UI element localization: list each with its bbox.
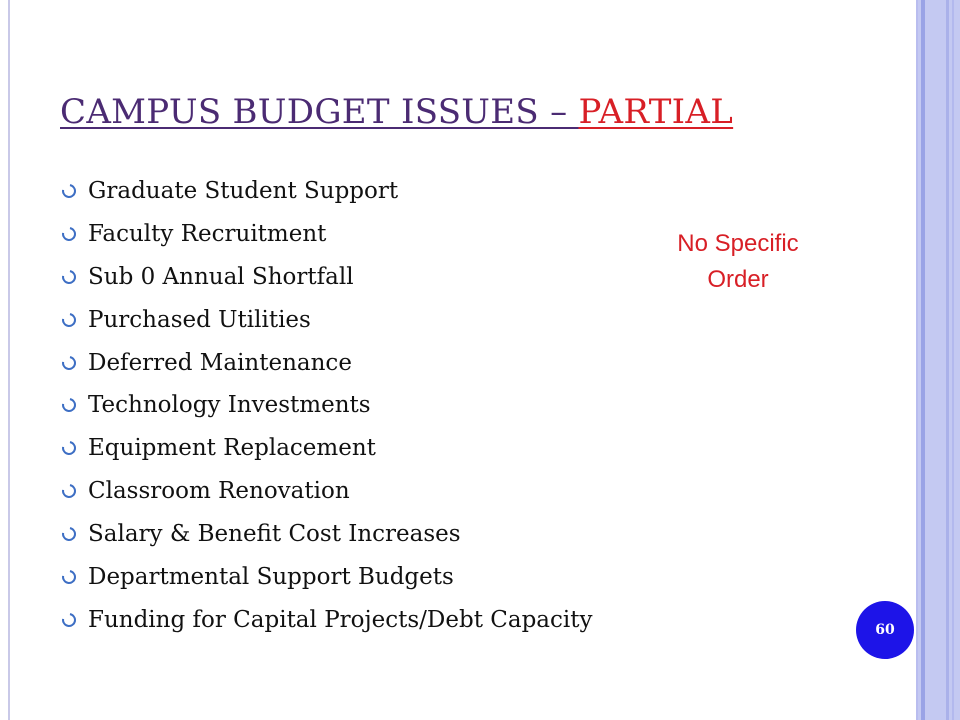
bullet-icon: [59, 481, 78, 500]
list-item-text: Salary & Benefit Cost Increases: [88, 521, 461, 548]
title-main-text: CAMPUS BUDGET ISSUES –: [60, 92, 579, 132]
slide-title: [60, 92, 733, 132]
list-item: [60, 557, 592, 600]
list-item: [60, 343, 592, 386]
list-item-text: Technology Investments: [88, 392, 371, 419]
order-note-line: No Specific: [677, 230, 799, 257]
bullet-icon: [59, 610, 78, 629]
right-decorative-band: [916, 0, 960, 720]
band-stripe: [916, 0, 918, 720]
bullet-icon: [59, 353, 78, 372]
list-item: [60, 171, 592, 214]
list-item: [60, 385, 592, 428]
band-stripe: [952, 0, 954, 720]
list-item: [60, 514, 592, 557]
title-accent-text: PARTIAL: [578, 92, 734, 132]
list-item: [60, 428, 592, 471]
bullet-icon: [59, 439, 78, 458]
bullet-icon: [59, 181, 78, 200]
list-item-text: Purchased Utilities: [88, 306, 311, 333]
list-item: [60, 600, 592, 643]
list-item-text: Graduate Student Support: [88, 178, 399, 204]
list-item-text: Funding for Capital Projects/Debt Capacity: [88, 606, 593, 633]
band-stripe: [946, 0, 949, 720]
list-item: [60, 257, 592, 300]
order-note: [648, 226, 828, 298]
list-item: [60, 300, 592, 343]
order-note-line: Order: [707, 266, 769, 293]
bullet-icon: [59, 224, 78, 243]
list-item-text: Faculty Recruitment: [88, 220, 327, 247]
bullet-icon: [59, 567, 78, 586]
list-item-text: Deferred Maintenance: [88, 349, 352, 376]
bullet-icon: [59, 396, 78, 415]
list-item-text: Sub 0 Annual Shortfall: [88, 263, 354, 290]
page-number-badge: 60: [856, 601, 914, 659]
list-item-text: Departmental Support Budgets: [88, 564, 454, 591]
left-border-line: [8, 0, 10, 720]
list-item-text: Equipment Replacement: [88, 435, 376, 462]
band-stripe: [921, 0, 925, 720]
list-item: [60, 214, 592, 257]
list-item: [60, 471, 592, 514]
bullet-icon: [59, 310, 78, 329]
bullet-icon: [59, 524, 78, 543]
bullet-list: [60, 171, 592, 643]
bullet-icon: [59, 267, 78, 286]
list-item-text: Classroom Renovation: [88, 478, 350, 505]
